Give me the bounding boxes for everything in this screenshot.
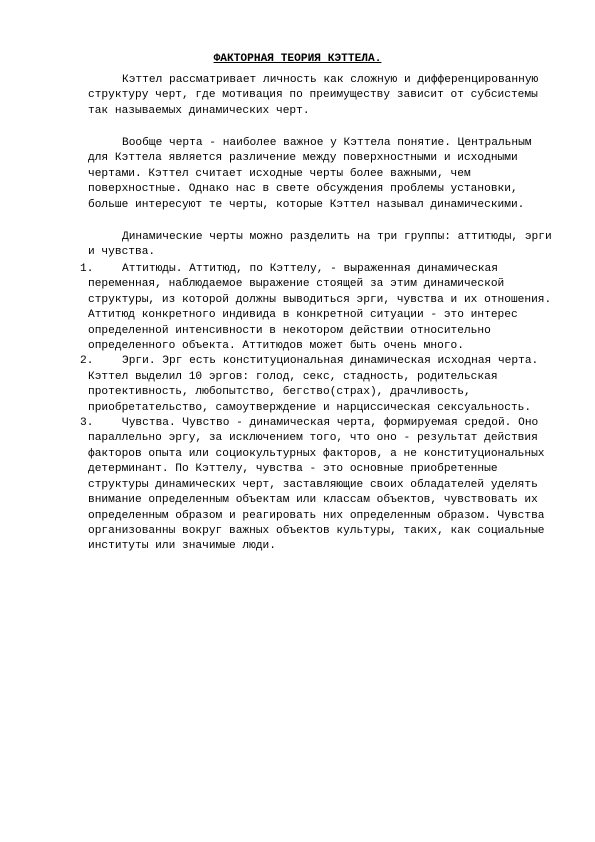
- paragraph-dynamic-groups: Динамические черты можно разделить на три группы: аттитюды, эрги и чувства.: [88, 231, 552, 259]
- list-item-number: 1.: [80, 263, 94, 275]
- list-item-text: Чувства. Чувство - динамическая черта, формируемая средой. Оно параллельно эргу, за исключением того, что оно - результат действия факторов опыта или социокультурных факторов, а не конституциональных детерминант. По Кэттелу, чувства - это основные приобретенные структуры динамических черт, заставляющие своих обладателей уделять внимание определенным объектам или классам объектов, чувствовать их определенным образом и реагировать них определенным образом. Чувства организованны вокруг важных объектов культуры, таких, как социальные институты или значимые люди.: [88, 417, 545, 553]
- list-item-number: 2.: [80, 355, 94, 368]
- traits-list: [80, 262, 558, 555]
- document-title: ФАКТОРНАЯ ТЕОРИЯ КЭТТЕЛА.: [213, 53, 382, 65]
- list-item-number: 3.: [80, 417, 94, 430]
- list-item: [80, 262, 558, 354]
- list-item: [80, 354, 558, 416]
- list-item-text: Эрги. Эрг есть конституциональная динамическая исходная черта. Кэттел выделил 10 эргов: голод, секс, стадность, родительская протективность, любопытство, бегство(страх), драчливость, приобретательство, самоутверждение и нарциссическая сексуальность.: [88, 355, 539, 414]
- list-item-text: Аттитюды. Аттитюд, по Кэттелу, - выраженная динамическая переменная, наблюдаемое выражение стоящей за этим динамической структуры, из которой должны выводиться эрги, чувства и их отношения. Аттитюд конкретного индивида в конкретной ситуации - это интерес определенной интенсивности в некотором действии относительно определенного объекта. Аттитюдов может быть очень много.: [88, 263, 552, 353]
- paragraph-intro: Кэттел рассматривает личность как сложную и дифференцированную структуру черт, где мотивация по преимуществу зависит от субсистемы так называемых динамических черт.: [88, 74, 539, 117]
- list-item: [80, 416, 558, 555]
- paragraph-traits: Вообще черта - наиболее важное у Кэттела понятие. Центральным для Кэттела является различение между поверхностными и исходными чертами. Кэттел считает исходные черты более важными, чем поверхностные. Однако нас в свете обсуждения проблемы установки, больше интересуют те черты, которые Кэттел называл динамическими.: [88, 137, 532, 211]
